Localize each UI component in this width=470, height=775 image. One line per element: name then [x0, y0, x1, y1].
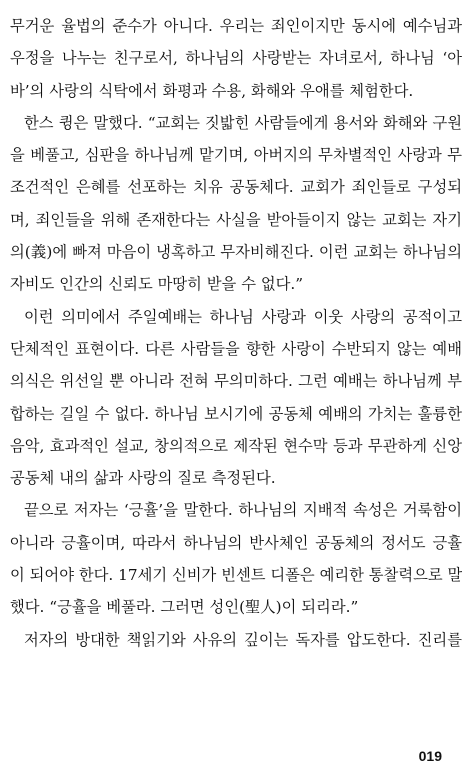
- text-line: 우정을 나누는 친구로서, 하나님의 사랑받는 자녀로서, 하나님 ‘아: [10, 49, 462, 68]
- text-line: 바’의 사랑의 식탁에서 화평과 수용, 화해와 우애를 체험한다.: [10, 81, 414, 100]
- text-line: 의식은 위선일 뿐 아니라 전혀 무의미하다. 그런 예배는 하나님께 부: [10, 372, 462, 391]
- text-line: 공동체 내의 삶과 사랑의 질로 측정된다.: [10, 469, 276, 488]
- text-line: 을 베풀고, 심판을 하나님께 맡기며, 아버지의 무차별적인 사랑과 무: [10, 146, 462, 165]
- text-line: 합하는 길일 수 없다. 하나님 보시기에 공동체 예배의 가치는 훌륭한: [10, 404, 462, 423]
- text-line: 한스 큉은 말했다. “교회는 짓밟힌 사람들에게 용서와 화해와 구원: [24, 113, 462, 132]
- text-line: 며, 죄인들을 위해 존재한다는 사실을 받아들이지 않는 교회는 자기: [10, 210, 462, 229]
- text-line: 이 되어야 한다. 17세기 신비가 빈센트 디폴은 예리한 통찰력으로 말: [10, 566, 462, 585]
- text-line: 음악, 효과적인 설교, 창의적으로 제작된 현수막 등과 무관하게 신앙: [10, 436, 462, 455]
- text-line: 했다. “긍휼을 베풀라. 그러면 성인(聖人)이 되리라.”: [10, 598, 359, 617]
- text-line: 무거운 율법의 준수가 아니다. 우리는 죄인이지만 동시에 예수님과: [10, 17, 462, 35]
- text-line: 단체적인 표현이다. 다른 사람들을 향한 사랑이 수반되지 않는 예배: [10, 339, 462, 358]
- text-line: 끝으로 저자는 ‘긍휼’을 말한다. 하나님의 지배적 속성은 거룩함이: [24, 501, 462, 520]
- page-number: 019: [418, 748, 442, 764]
- text-line: 조건적인 은혜를 선포하는 치유 공동체다. 교회가 죄인들로 구성되: [10, 178, 462, 197]
- text-line: 자비도 인간의 신뢰도 마땅히 받을 수 없다.”: [10, 275, 304, 294]
- text-line: 의(義)에 빠져 마음이 냉혹하고 무자비해진다. 이런 교회는 하나님의: [10, 243, 462, 262]
- body-text: [10, 10, 462, 656]
- text-line: 아니라 긍휼이며, 따라서 하나님의 반사체인 공동체의 정서도 긍휼: [10, 533, 462, 552]
- text-line: 저자의 방대한 책읽기와 사유의 깊이는 독자를 압도한다. 진리를: [24, 630, 462, 649]
- text-line: 이런 의미에서 주일예배는 하나님 사랑과 이웃 사랑의 공적이고: [24, 307, 462, 326]
